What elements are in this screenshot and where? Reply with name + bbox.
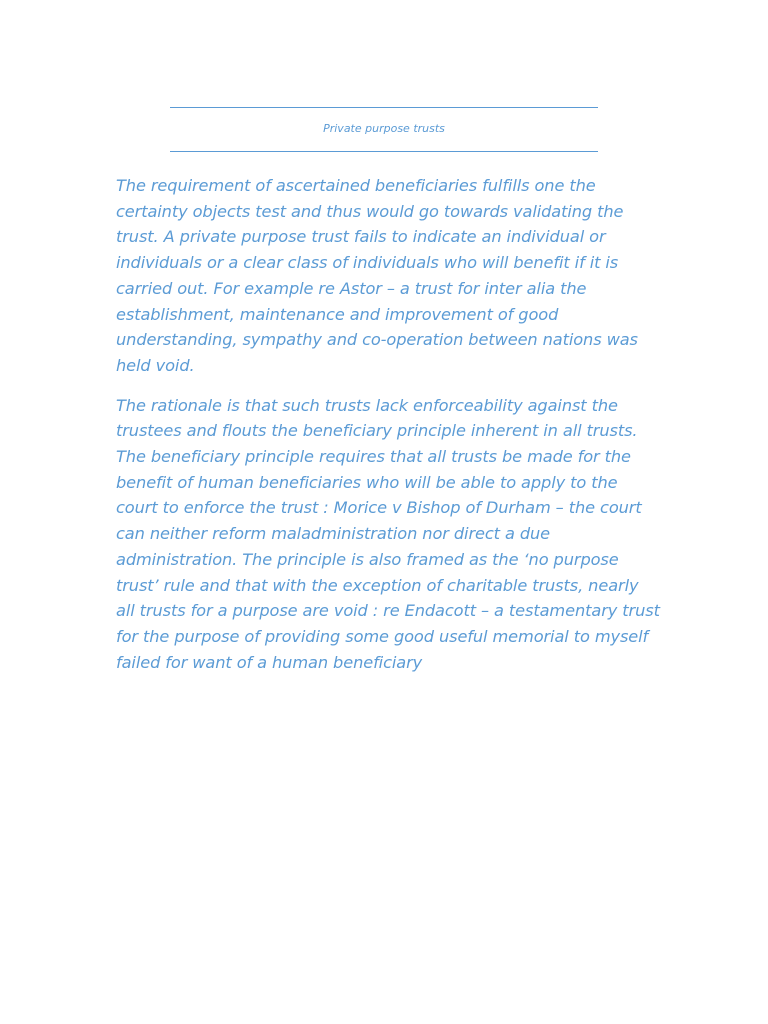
paragraph-ascertained-beneficiaries: The requirement of ascertained beneficiaries fulfills one the certainty objects test and thus would go towards validating the trust. A private purpose trust fails to indicate an individual or individuals or a clear class of individuals who will benefit if it is carried out. For example re Astor – a trust for inter alia the establishment, maintenance and improvement of good understanding, sympathy and co-operation between nations was held void. [116,176,638,375]
paragraph-rationale: The rationale is that such trusts lack enforceability against the trustees and flouts the beneficiary principle inherent in all trusts. The beneficiary principle requires that all trusts be made for the benefit of human beneficiaries who will be able to apply to the court to enforce the trust : Morice v Bishop of Durham – the court can neither reform maladministration nor direct a due administration. The principle is also framed as the ‘no purpose trust’ rule and that with the exception of charitable trusts, nearly all trusts for a purpose are void : re Endacott – a testamentary trust for the purpose of providing some good useful memorial to myself failed for want of a human beneficiary [116,395,660,672]
document-body [116,173,662,689]
header-top-rule [170,107,598,108]
page-header-title: Private purpose trusts [323,122,445,135]
header-bottom-rule [170,151,598,152]
